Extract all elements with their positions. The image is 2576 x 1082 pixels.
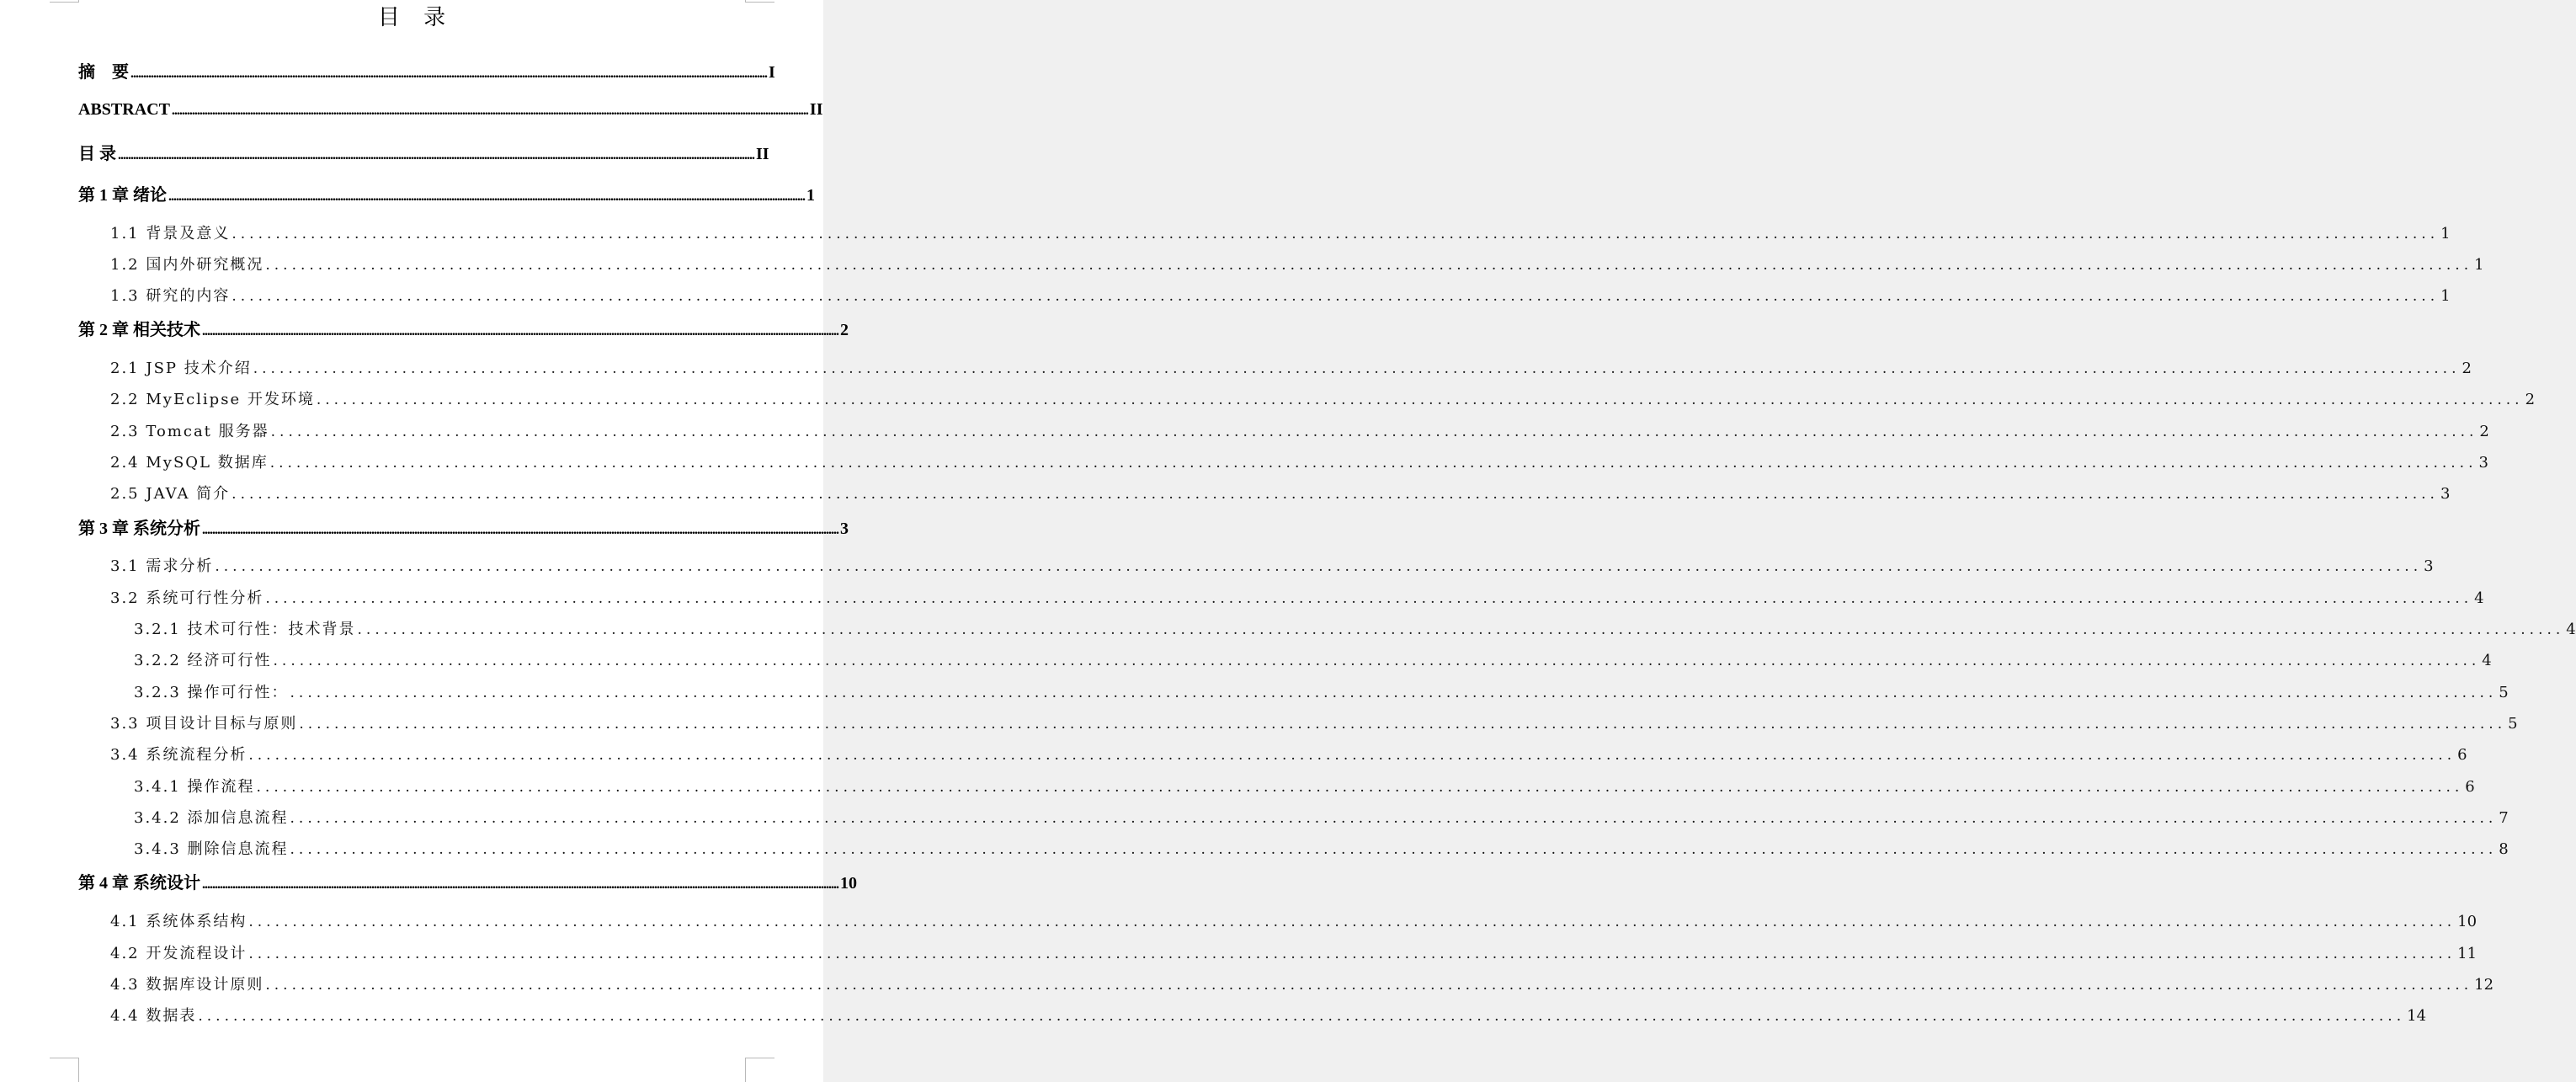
toc-entry-2-3[interactable]	[110, 419, 2489, 441]
toc-entry-4-3[interactable]	[110, 973, 2494, 994]
toc-entry-label: 1.2 国内外研究概况	[110, 256, 264, 274]
toc-entry-label: 3.2.1 技术可行性：技术背景	[134, 621, 356, 638]
toc-entry-label: 4.2 开发流程设计	[110, 945, 247, 962]
toc-entry-abstract-en[interactable]	[78, 100, 823, 120]
toc-entry-page: 2	[2525, 391, 2536, 408]
toc-entry-page: 1	[806, 186, 815, 205]
toc-entry-1-1[interactable]	[110, 221, 2451, 243]
toc-entry-label: 1.3 研究的内容	[110, 287, 231, 305]
toc-entry-page: 3	[2440, 485, 2451, 503]
toc-leader-dots: ............................................................................................................................................................................................................................................................	[248, 946, 2456, 962]
toc-entry-page: II	[809, 100, 823, 119]
toc-entry-page: 10	[2457, 913, 2478, 930]
toc-leader-dots: ............................................................................................................................................................................................................................................................	[202, 523, 838, 537]
toc-entry-page: I	[769, 63, 775, 82]
toc-leader-dots: ............................................................................................................................................................................................................................................................	[253, 360, 2461, 377]
toc-entry-page: 14	[2407, 1007, 2427, 1025]
crop-mark-bottom-right	[745, 1058, 774, 1082]
toc-leader-dots: ............................................................................................................................................................................................................................................................	[130, 67, 767, 81]
toc-entry-chapter-1[interactable]	[78, 181, 815, 205]
toc-leader-dots: ............................................................................................................................................................................................................................................................	[357, 621, 2565, 638]
toc-entry-label: 第 4 章 系统设计	[78, 874, 200, 893]
toc-entry-label: 3.3 项目设计目标与原则	[110, 715, 298, 733]
toc-leader-dots: ............................................................................................................................................................................................................................................................	[198, 1008, 2406, 1025]
toc-entry-3-2-3[interactable]	[134, 680, 2509, 702]
toc-entry-page: 3	[840, 520, 849, 538]
toc-entry-2-1[interactable]	[110, 356, 2472, 378]
toc-entry-label: 第 1 章 绪论	[78, 186, 167, 205]
toc-title: 目 录	[377, 5, 455, 30]
toc-leader-dots: ............................................................................................................................................................................................................................................................	[265, 257, 2473, 274]
toc-entry-label: 2.3 Tomcat 服务器	[110, 423, 269, 440]
toc-entry-page: 6	[2465, 778, 2475, 796]
toc-entry-label: 3.1 需求分析	[110, 557, 214, 575]
toc-entry-1-2[interactable]	[110, 253, 2484, 274]
toc-leader-dots: ............................................................................................................................................................................................................................................................	[248, 914, 2456, 930]
toc-entry-label: 目 录	[78, 145, 116, 163]
toc-entry-page: 7	[2499, 809, 2509, 827]
toc-leader-dots: ............................................................................................................................................................................................................................................................	[232, 486, 2439, 503]
toc-entry-page: 8	[2499, 840, 2509, 858]
toc-entry-label: 3.2 系统可行性分析	[110, 589, 264, 607]
toc-entry-4-1[interactable]	[110, 909, 2478, 931]
toc-entry-page: 11	[2457, 945, 2478, 962]
toc-entry-page: II	[756, 145, 769, 163]
toc-entry-3-4[interactable]	[110, 743, 2467, 765]
toc-entry-1-3[interactable]	[110, 284, 2451, 306]
toc-entry-contents[interactable]	[78, 140, 769, 164]
toc-leader-dots: ............................................................................................................................................................................................................................................................	[290, 685, 2498, 701]
toc-entry-page: 4	[2482, 652, 2492, 669]
toc-entry-label: 3.2.3 操作可行性：	[134, 684, 289, 701]
toc-leader-dots: ............................................................................................................................................................................................................................................................	[168, 189, 805, 204]
toc-leader-dots: ............................................................................................................................................................................................................................................................	[171, 104, 808, 118]
toc-leader-dots: ............................................................................................................................................................................................................................................................	[215, 558, 2423, 575]
toc-leader-dots: ............................................................................................................................................................................................................................................................	[299, 716, 2507, 733]
toc-entry-page: 10	[840, 874, 857, 893]
toc-entry-page: 2	[2462, 360, 2472, 377]
toc-entry-label: 3.4 系统流程分析	[110, 746, 247, 764]
toc-entry-page: 2	[840, 321, 849, 339]
toc-entry-page: 3	[2424, 557, 2434, 575]
toc-leader-dots: ............................................................................................................................................................................................................................................................	[290, 841, 2498, 858]
toc-entry-label: 3.2.2 经济可行性	[134, 652, 272, 669]
toc-leader-dots: ............................................................................................................................................................................................................................................................	[232, 288, 2440, 305]
toc-entry-label: 摘 要	[78, 63, 129, 82]
toc-entry-label: 2.4 MySQL 数据库	[110, 454, 269, 472]
toc-entry-label: 1.1 背景及意义	[110, 225, 231, 243]
toc-entry-label: 2.1 JSP 技术介绍	[110, 360, 252, 377]
toc-entry-label: 2.5 JAVA 简介	[110, 485, 231, 503]
toc-entry-page: 2	[2479, 423, 2489, 440]
toc-entry-3-3[interactable]	[110, 712, 2518, 733]
toc-entry-3-4-1[interactable]	[134, 775, 2475, 797]
toc-entry-chapter-2[interactable]	[78, 316, 849, 340]
toc-entry-page: 1	[2474, 256, 2484, 274]
toc-entry-label: 4.4 数据表	[110, 1007, 197, 1025]
toc-entry-page: 1	[2440, 287, 2451, 305]
toc-entry-label: 第 3 章 系统分析	[78, 520, 200, 538]
toc-entry-page: 12	[2474, 976, 2494, 994]
toc-entry-page: 6	[2457, 746, 2467, 764]
toc-leader-dots: ............................................................................................................................................................................................................................................................	[270, 424, 2478, 440]
toc-entry-page: 4	[2474, 589, 2484, 607]
toc-entry-3-2-1[interactable]	[134, 617, 2576, 639]
toc-entry-page: 5	[2508, 715, 2518, 733]
toc-leader-dots: ............................................................................................................................................................................................................................................................	[202, 877, 838, 892]
toc-entry-2-5[interactable]	[110, 482, 2451, 504]
toc-entry-page: 1	[2440, 225, 2451, 243]
toc-leader-dots: ............................................................................................................................................................................................................................................................	[232, 226, 2440, 243]
toc-entry-4-2[interactable]	[110, 941, 2478, 963]
toc-entry-chapter-3[interactable]	[78, 514, 849, 539]
toc-leader-dots: ............................................................................................................................................................................................................................................................	[202, 324, 838, 338]
toc-entry-label: 2.2 MyEclipse 开发环境	[110, 391, 315, 408]
toc-entry-label: 第 2 章 相关技术	[78, 321, 200, 339]
toc-entry-label: 3.4.1 操作流程	[134, 778, 255, 796]
toc-entry-label: 3.4.2 添加信息流程	[134, 809, 289, 827]
toc-entry-page: 5	[2499, 684, 2509, 701]
toc-entry-2-2[interactable]	[110, 387, 2536, 409]
toc-entry-label: 4.1 系统体系结构	[110, 913, 247, 930]
toc-leader-dots: ............................................................................................................................................................................................................................................................	[316, 392, 2524, 408]
toc-entry-3-2-2[interactable]	[134, 648, 2492, 670]
toc-leader-dots: ............................................................................................................................................................................................................................................................	[256, 779, 2464, 796]
toc-leader-dots: ............................................................................................................................................................................................................................................................	[118, 148, 754, 163]
toc-entry-3-4-3[interactable]	[134, 837, 2509, 859]
toc-entry-page: 3	[2478, 454, 2488, 472]
toc-entry-3-1[interactable]	[110, 554, 2434, 576]
toc-leader-dots: ............................................................................................................................................................................................................................................................	[265, 590, 2473, 607]
toc-leader-dots: ............................................................................................................................................................................................................................................................	[290, 810, 2498, 827]
crop-mark-bottom-left	[50, 1058, 79, 1082]
toc-leader-dots: ............................................................................................................................................................................................................................................................	[273, 653, 2481, 669]
toc-entry-label: ABSTRACT	[78, 100, 170, 119]
toc-entry-3-4-2[interactable]	[134, 806, 2509, 828]
toc-entry-label: 3.4.3 删除信息流程	[134, 840, 289, 858]
toc-entry-chapter-4[interactable]	[78, 869, 857, 893]
toc-entry-abstract-cn[interactable]	[78, 58, 775, 83]
toc-entry-2-4[interactable]	[110, 450, 2488, 472]
toc-leader-dots: ............................................................................................................................................................................................................................................................	[265, 977, 2473, 994]
toc-leader-dots: ............................................................................................................................................................................................................................................................	[269, 455, 2478, 472]
toc-entry-4-4[interactable]	[110, 1004, 2427, 1026]
toc-entry-label: 4.3 数据库设计原则	[110, 976, 264, 994]
toc-entry-3-2[interactable]	[110, 586, 2484, 608]
toc-leader-dots: ............................................................................................................................................................................................................................................................	[248, 747, 2456, 764]
toc-entry-page: 4	[2566, 621, 2576, 638]
